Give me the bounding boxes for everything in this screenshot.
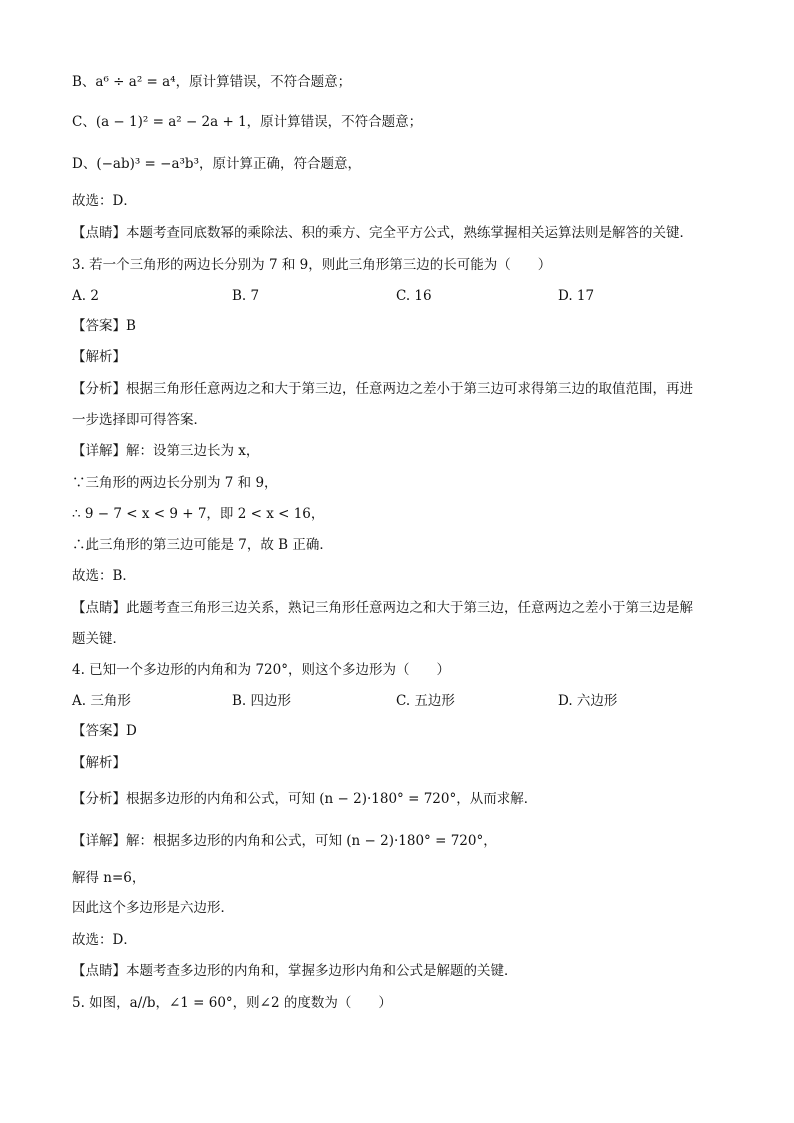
question-5: 5. 如图，a//b，∠1 = 60°，则∠2 的度数为（ ）: [72, 995, 392, 1011]
q3-option-c: C. 16: [396, 288, 432, 304]
q4-option-a: A. 三角形: [72, 693, 131, 709]
q3-option-b: B. 7: [232, 288, 260, 304]
detail-text: 解得 n=6，: [72, 870, 146, 886]
detail-text: ∴ 9 − 7 < x < 9 + 7，即 2 < x < 16，: [72, 506, 325, 522]
choose-answer: 故选：D．: [72, 932, 137, 948]
option-b-explanation: B、a⁶ ÷ a² = a⁴，原计算错误，不符合题意；: [72, 74, 352, 90]
analysis-text: 【分析】根据多边形的内角和公式，可知 (n − 2)·180° = 720°，从而求解．: [72, 791, 538, 807]
q4-option-d: D. 六边形: [558, 693, 618, 709]
option-d-explanation: D、(−ab)³ = −a³b³，原计算正确，符合题意，: [72, 156, 361, 172]
analysis-label: 【解析】: [72, 349, 126, 365]
comment-text: 【点睛】本题考查多边形的内角和，掌握多边形内角和公式是解题的关键．: [72, 963, 518, 979]
comment-text-continued: 题关键．: [72, 631, 126, 647]
question-3: 3. 若一个三角形的两边长分别为 7 和 9，则此三角形第三边的长可能为（ ）: [72, 257, 552, 273]
question-4: 4. 已知一个多边形的内角和为 720°，则这个多边形为（ ）: [72, 662, 450, 678]
comment-text: 【点睛】本题考查同底数幂的乘除法、积的乘方、完全平方公式，熟练掌握相关运算法则是解答的关键．: [72, 225, 693, 241]
analysis-label: 【解析】: [72, 755, 126, 771]
detail-text: 【详解】解：根据多边形的内角和公式，可知 (n − 2)·180° = 720°，: [72, 833, 497, 849]
comment-text: 【点睛】此题考查三角形三边关系，熟记三角形任意两边之和大于第三边，任意两边之差小于第三边是解: [72, 600, 693, 616]
answer-label: 【答案】B: [72, 318, 136, 334]
choose-answer: 故选：D．: [72, 193, 137, 209]
q3-option-d: D. 17: [558, 288, 595, 304]
detail-text: ∴此三角形的第三边可能是 7，故 B 正确．: [72, 537, 333, 553]
answer-label: 【答案】D: [72, 723, 137, 739]
analysis-text: 【分析】根据三角形任意两边之和大于第三边，任意两边之差小于第三边可求得第三边的取值范围，再进: [72, 381, 693, 397]
choose-answer: 故选：B．: [72, 568, 136, 584]
detail-text: 【详解】解：设第三边长为 x，: [72, 443, 260, 459]
option-c-explanation: C、(a − 1)² = a² − 2a + 1，原计算错误，不符合题意；: [72, 114, 423, 130]
detail-text: 因此这个多边形是六边形．: [72, 900, 234, 916]
q4-option-c: C. 五边形: [396, 693, 455, 709]
analysis-text-continued: 一步选择即可得答案．: [72, 412, 207, 428]
q4-option-b: B. 四边形: [232, 693, 292, 709]
q3-option-a: A. 2: [72, 288, 99, 304]
detail-text: ∵三角形的两边长分别为 7 和 9，: [72, 475, 278, 491]
